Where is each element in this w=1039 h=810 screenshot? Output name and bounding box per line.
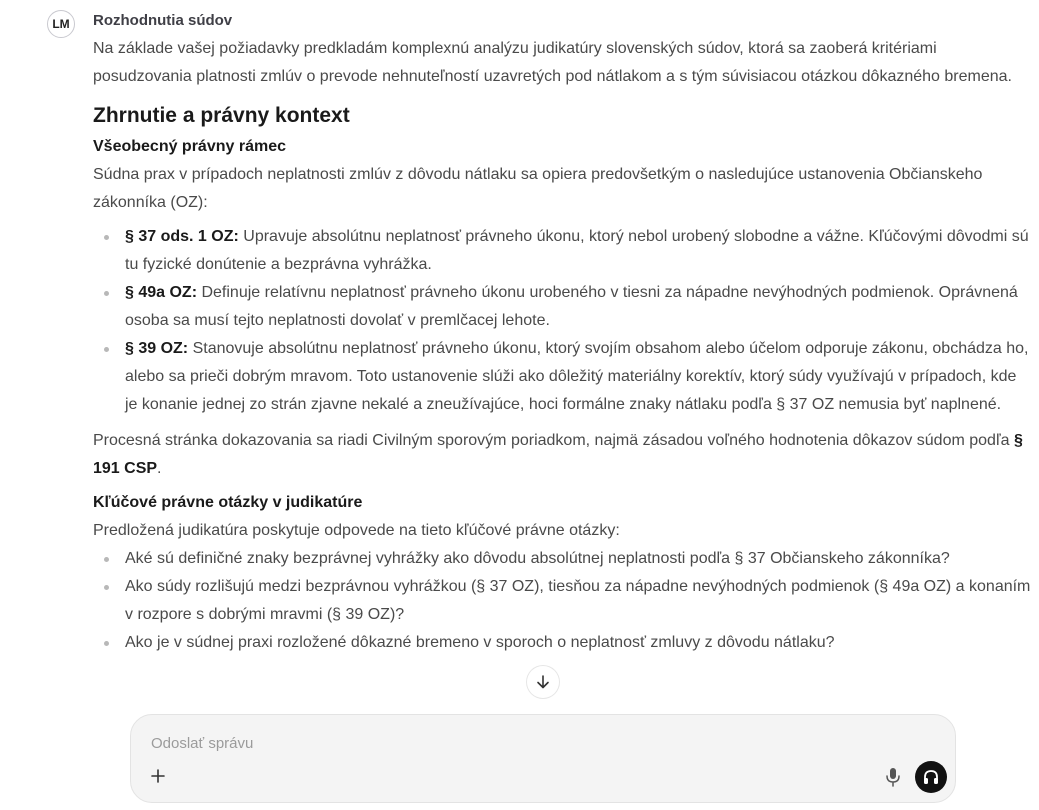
assistant-avatar [47,10,75,38]
microphone-icon [883,766,903,788]
list-item [125,223,1033,279]
procedural-text: Procesná stránka dokazovania sa riadi Civilným sporovým poriadkom, najmä zásadou voľného hodnotenia dôkazov súdom podľa [93,432,1014,449]
provision-text: Definuje relatívnu neplatnosť právneho úkonu urobeného v tiesni za nápadne nevýhodných podmienok. Oprávnená osoba sa musí tejto neplatnosti dovolať v premlčacej lehote. [125,284,1018,329]
provision-label: § 37 ods. 1 OZ: [125,228,239,245]
procedural-paragraph [93,427,1033,483]
avatar-initials: LM [52,17,70,31]
provision-text: Upravuje absolútnu neplatnosť právneho úkonu, ktorý nebol urobený slobodne a vážne. Kľúčovými dôvodmi sú tu fyzické donútenie a bezprávna vyhrážka. [125,228,1029,273]
plus-icon [151,769,165,783]
list-item: Ako je v súdnej praxi rozložené dôkazné bremeno v sporoch o neplatnosť zmluvy z dôvodu nátlaku? [125,629,1033,657]
message-sender: Rozhodnutia súdov [93,12,233,29]
legal-framework-text: Súdna prax v prípadoch neplatnosti zmlúv z dôvodu nátlaku sa opiera predovšetkým o nasledujúce ustanovenia Občianskeho zákonníka (OZ): [93,166,983,211]
attach-button[interactable] [147,765,169,787]
procedural-citation: § 191 CSP [93,432,1023,477]
section-heading-summary: Zhrnutie a právny kontext [93,104,350,127]
list-item: Ako súdy rozlišujú medzi bezprávnou vyhrážkou (§ 37 OZ), tiesňou za nápadne nevýhodných podmienok (§ 49a OZ) a konaním v rozpore s dobrými mravmi (§ 39 OZ)? [125,573,1033,629]
list-item [125,279,1033,335]
provision-label: § 39 OZ: [125,340,189,357]
key-questions-text: Predložená judikatúra poskytuje odpovede na tieto kľúčové právne otázky: [93,522,620,539]
intro-paragraph: Na základe vašej požiadavky predkladám komplexnú analýzu judikatúry slovenských súdov, ktorá sa zaoberá kritériami posudzovania platnosti zmlúv o prevode nehnuteľností uzavretých pod nátlakom a s tým súvisiacou otázkou dôkazného bremena. [93,40,1012,85]
subheading-legal-framework: Všeobecný právny rámec [93,138,286,155]
headphones-icon [922,768,940,786]
arrow-down-icon [535,674,551,690]
provision-text: Stanovuje absolútnu neplatnosť právneho úkonu, ktorý svojím obsahom alebo účelom odporuje zákonu, obchádza ho, alebo sa prieči dobrým mravom. Toto ustanovenie slúži ako dôležitý materiálny korektív, ktorý súdy využívajú v prípadoch, kde je konanie jednej zo strán zjavne nekalé a zneužívajúce, hoci formálne znaky nátlaku podľa § 37 OZ nemusia byť naplnené. [125,340,1029,413]
message-input[interactable] [149,729,933,757]
message-composer [130,714,956,803]
key-questions-list [93,545,1033,657]
assistant-message [93,10,1033,657]
provision-label: § 49a OZ: [125,284,198,301]
voice-mode-button[interactable] [915,761,947,793]
procedural-end: . [157,460,162,477]
subheading-key-questions: Kľúčové právne otázky v judikatúre [93,494,363,511]
list-item [125,335,1033,419]
scroll-down-button[interactable] [527,666,559,698]
legal-provisions-list [93,223,1033,419]
microphone-button[interactable] [883,766,903,788]
list-item: Aké sú definičné znaky bezprávnej vyhrážky ako dôvodu absolútnej neplatnosti podľa § 37 Občianskeho zákonníka? [125,545,1033,573]
